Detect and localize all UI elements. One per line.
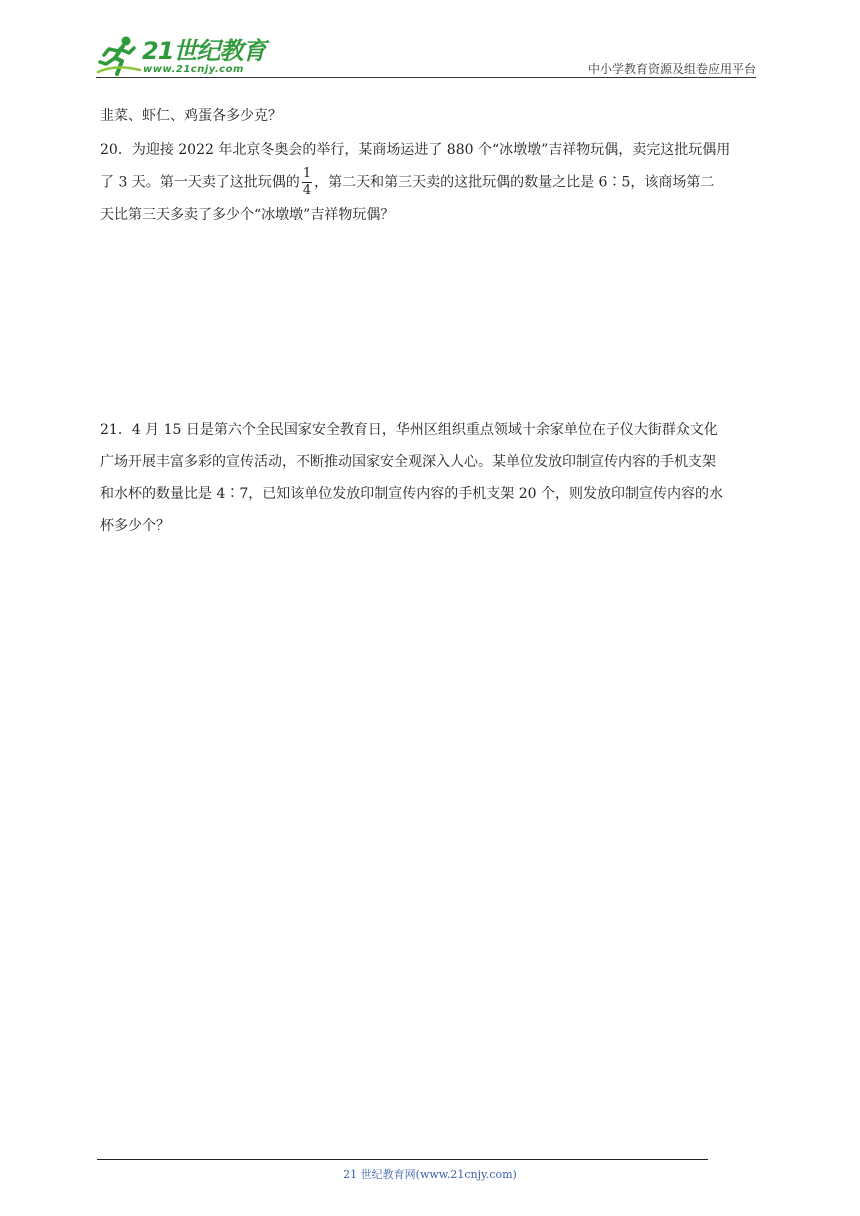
running-figure-icon — [96, 34, 142, 80]
fraction-denominator: 4 — [302, 183, 312, 198]
question-21-line-2: 广场开展丰富多彩的宣传活动，不断推动国家安全观深入人心。某单位发放印制宣传内容的手机支架 — [100, 454, 716, 470]
logo-text: 21世纪教育 — [142, 37, 266, 65]
question-20-line-3: 天比第三天多卖了多少个“冰墩墩”吉祥物玩偶？ — [100, 207, 395, 223]
header-divider — [96, 77, 756, 78]
question-21 — [100, 414, 764, 542]
question-19-tail: 韭菜、虾仁、鸡蛋各多少克？ — [100, 108, 282, 124]
platform-tagline: 中小学教育资源及组卷应用平台 — [587, 62, 756, 76]
fraction-numerator: 1 — [302, 166, 312, 181]
logo-url: www.21cnjy.com — [143, 64, 244, 75]
question-21-line-1: 21．4 月 15 日是第六个全民国家安全教育日，华州区组织重点领域十余家单位在子仪大街群众文化 — [100, 422, 718, 438]
site-logo[interactable] — [96, 34, 266, 80]
question-20-text-after-fraction: ，第二天和第三天卖的这批玩偶的数量之比是 6∶5，该商场第二 — [314, 174, 715, 191]
question-21-line-3: 和水杯的数量比是 4∶7，已知该单位发放印制宣传内容的手机支架 20 个，则发放印制宣传内容的水 — [100, 486, 723, 502]
page-header — [0, 0, 860, 90]
footer-link[interactable]: 21 世纪教育网(www.21cnjy.com) — [343, 1168, 517, 1181]
question-21-line-4: 杯多少个？ — [100, 518, 170, 534]
question-20-text-before-fraction: 了 3 天。第一天卖了这批玩偶的 — [100, 174, 300, 191]
question-content — [100, 100, 764, 534]
footer-divider — [97, 1159, 708, 1160]
question-20-line-1: 20．为迎接 2022 年北京冬奥会的举行，某商场运进了 880 个“冰墩墩”吉祥物玩偶，卖完这批玩偶用 — [100, 142, 731, 158]
question-20 — [100, 134, 764, 231]
fraction-one-quarter — [302, 166, 312, 199]
question-20-line-2 — [100, 166, 764, 199]
